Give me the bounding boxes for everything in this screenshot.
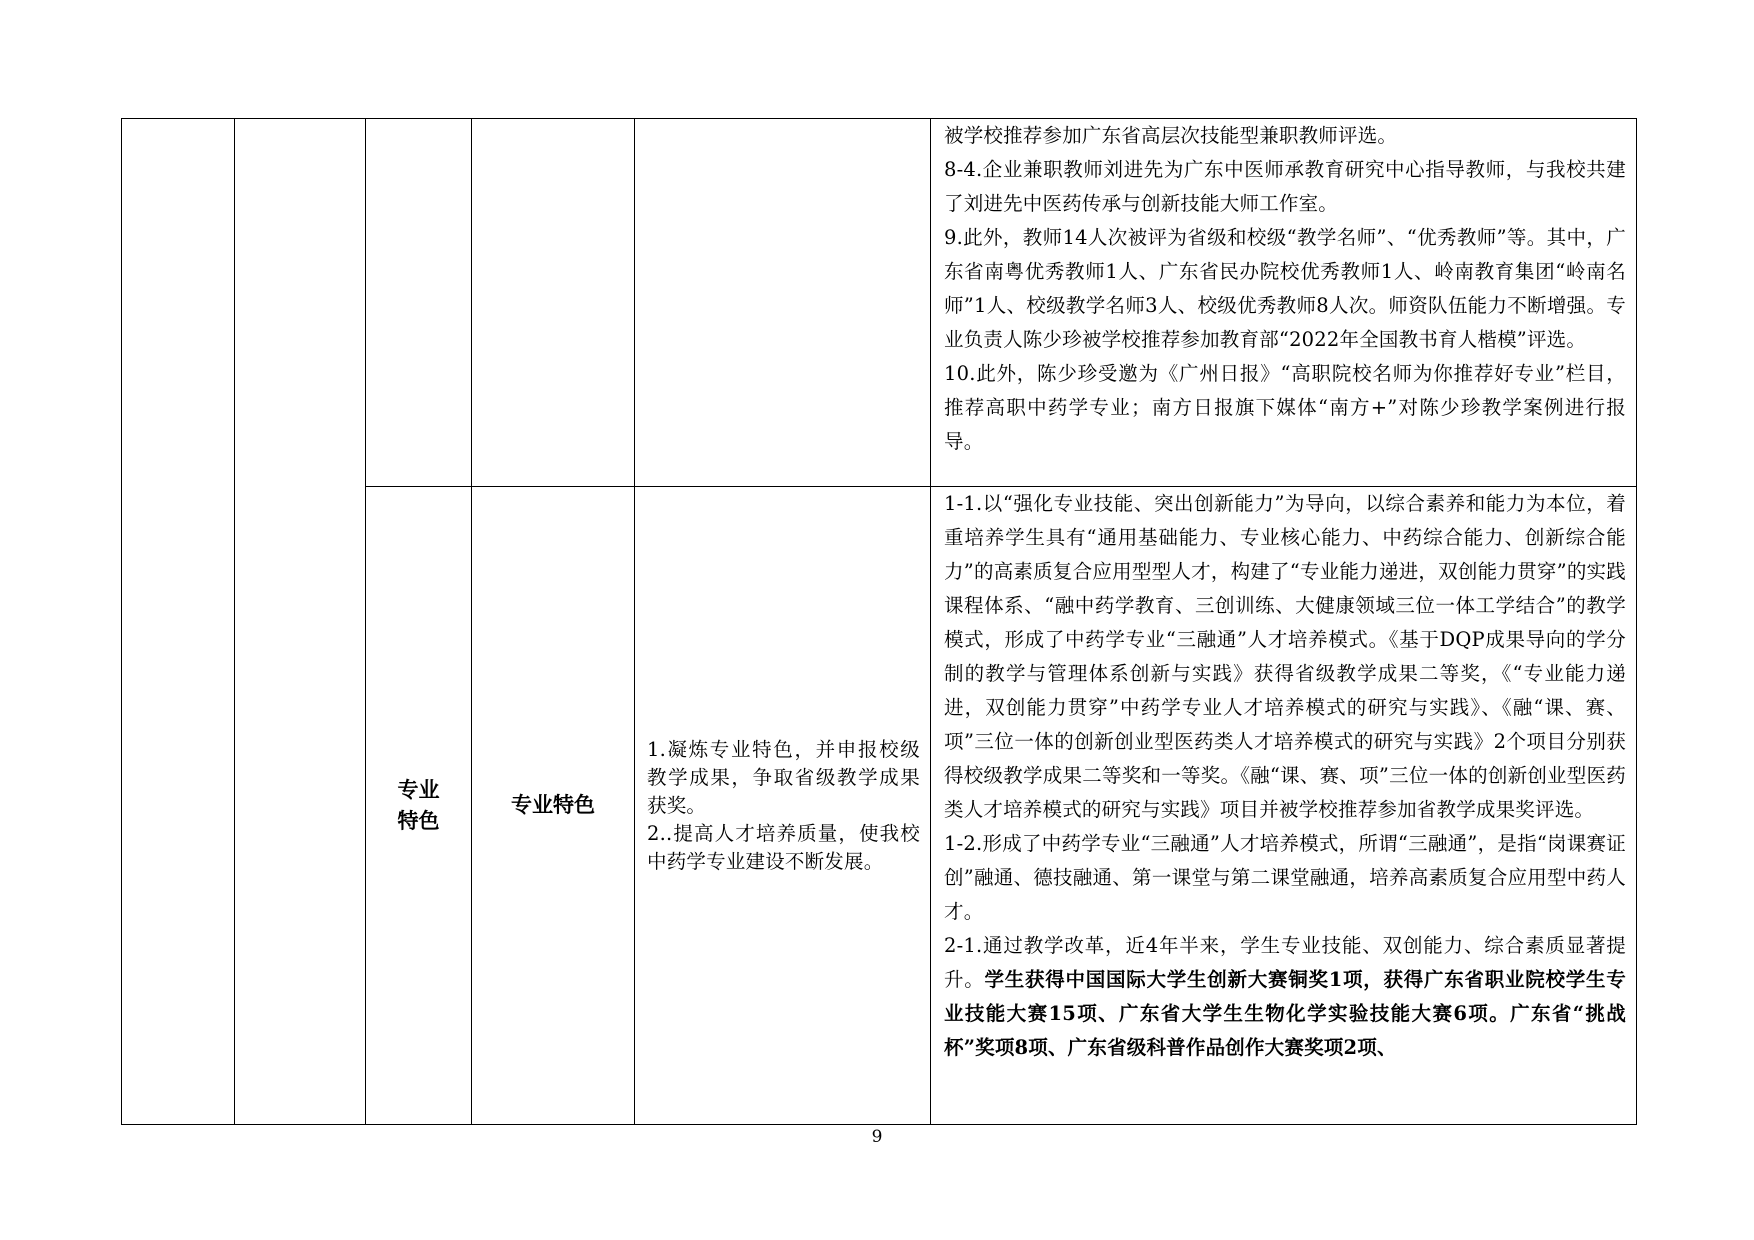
goals-cell: [635, 487, 931, 1125]
empty-cell-goals: [635, 119, 931, 487]
category-label-line1: 专业: [397, 777, 440, 802]
empty-cell-col1: [122, 119, 235, 1125]
goal-paragraph: 1.凝炼专业特色，并申报校级教学成果，争取省级教学成果获奖。: [647, 737, 920, 817]
paragraph-bold-text: 学生获得中国国际大学生创新大赛铜奖1项，获得广东省职业院校学生专业技能大赛15项、广东省大学生生物化学实验技能大赛6项。广东省“挑战杯”奖项8项、广东省级科普作品创作大赛奖项2项、: [944, 968, 1626, 1059]
category-cell: [366, 487, 472, 1125]
page-number: 9: [871, 1127, 883, 1147]
table-row: [122, 119, 1637, 487]
content-cell: [931, 119, 1637, 487]
content-paragraph: 1-1.以“强化专业技能、突出创新能力”为导向，以综合素养和能力为本位，着重培养学生具有“通用基础能力、专业核心能力、中药综合能力、创新综合能力”的高素质复合应用型型人才，构建了“专业能力递进，双创能力贯穿”的实践课程体系、“融中药学教育、三创训练、大健康领域三位一体工学结合”的教学模式，形成了中药学专业“三融通”人才培养模式。《基于DQP成果导向的学分制的教学与管理体系创新与实践》获得省级教学成果二等奖，《“专业能力递进，双创能力贯穿”中药学专业人才培养模式的研究与实践》、《融“课、赛、项”三位一体的创新创业型医药类人才培养模式的研究与实践》2个项目分别获得校级教学成果二等奖和一等奖。《融“课、赛、项”三位一体的创新创业型医药类人才培养模式的研究与实践》项目并被学校推荐参加省教学成果奖评选。: [944, 492, 1626, 821]
empty-cell-item: [472, 119, 635, 487]
content-cell: [931, 487, 1637, 1125]
category-label-line2: 特色: [397, 808, 440, 833]
content-paragraph: [944, 929, 1626, 1065]
item-label: 专业特色: [511, 793, 595, 817]
paragraph-text: 2-1.通过教学改革，近4年半来，学生专业技能、双创能力、综合素质显著提升。: [944, 934, 1626, 991]
content-paragraph: 10.此外，陈少珍受邀为《广州日报》“高职院校名师为你推荐好专业”栏目，推荐高职中药学专业；南方日报旗下媒体“南方+”对陈少珍教学案例进行报导。: [944, 362, 1626, 453]
evaluation-table: [121, 118, 1637, 1125]
content-paragraph: 9.此外，教师14人次被评为省级和校级“教学名师”、“优秀教师”等。其中，广东省南粤优秀教师1人、广东省民办院校优秀教师1人、岭南教育集团“岭南名师”1人、校级教学名师3人、校级优秀教师8人次。师资队伍能力不断增强。专业负责人陈少珍被学校推荐参加教育部“2022年全国教书育人楷模”评选。: [944, 226, 1626, 351]
item-cell: [472, 487, 635, 1125]
goal-paragraph: 2..提高人才培养质量，使我校中药学专业建设不断发展。: [647, 821, 920, 873]
content-paragraph: 被学校推荐参加广东省高层次技能型兼职教师评选。: [944, 124, 1398, 147]
content-paragraph: 8-4.企业兼职教师刘进先为广东中医师承教育研究中心指导教师，与我校共建了刘进先中医药传承与创新技能大师工作室。: [944, 158, 1626, 215]
content-paragraph: 1-2.形成了中药学专业“三融通”人才培养模式，所谓“三融通”，是指“岗课赛证创”融通、德技融通、第一课堂与第二课堂融通，培养高素质复合应用型中药人才。: [944, 832, 1626, 923]
empty-cell-category: [366, 119, 472, 487]
empty-cell-col2: [235, 119, 366, 1125]
